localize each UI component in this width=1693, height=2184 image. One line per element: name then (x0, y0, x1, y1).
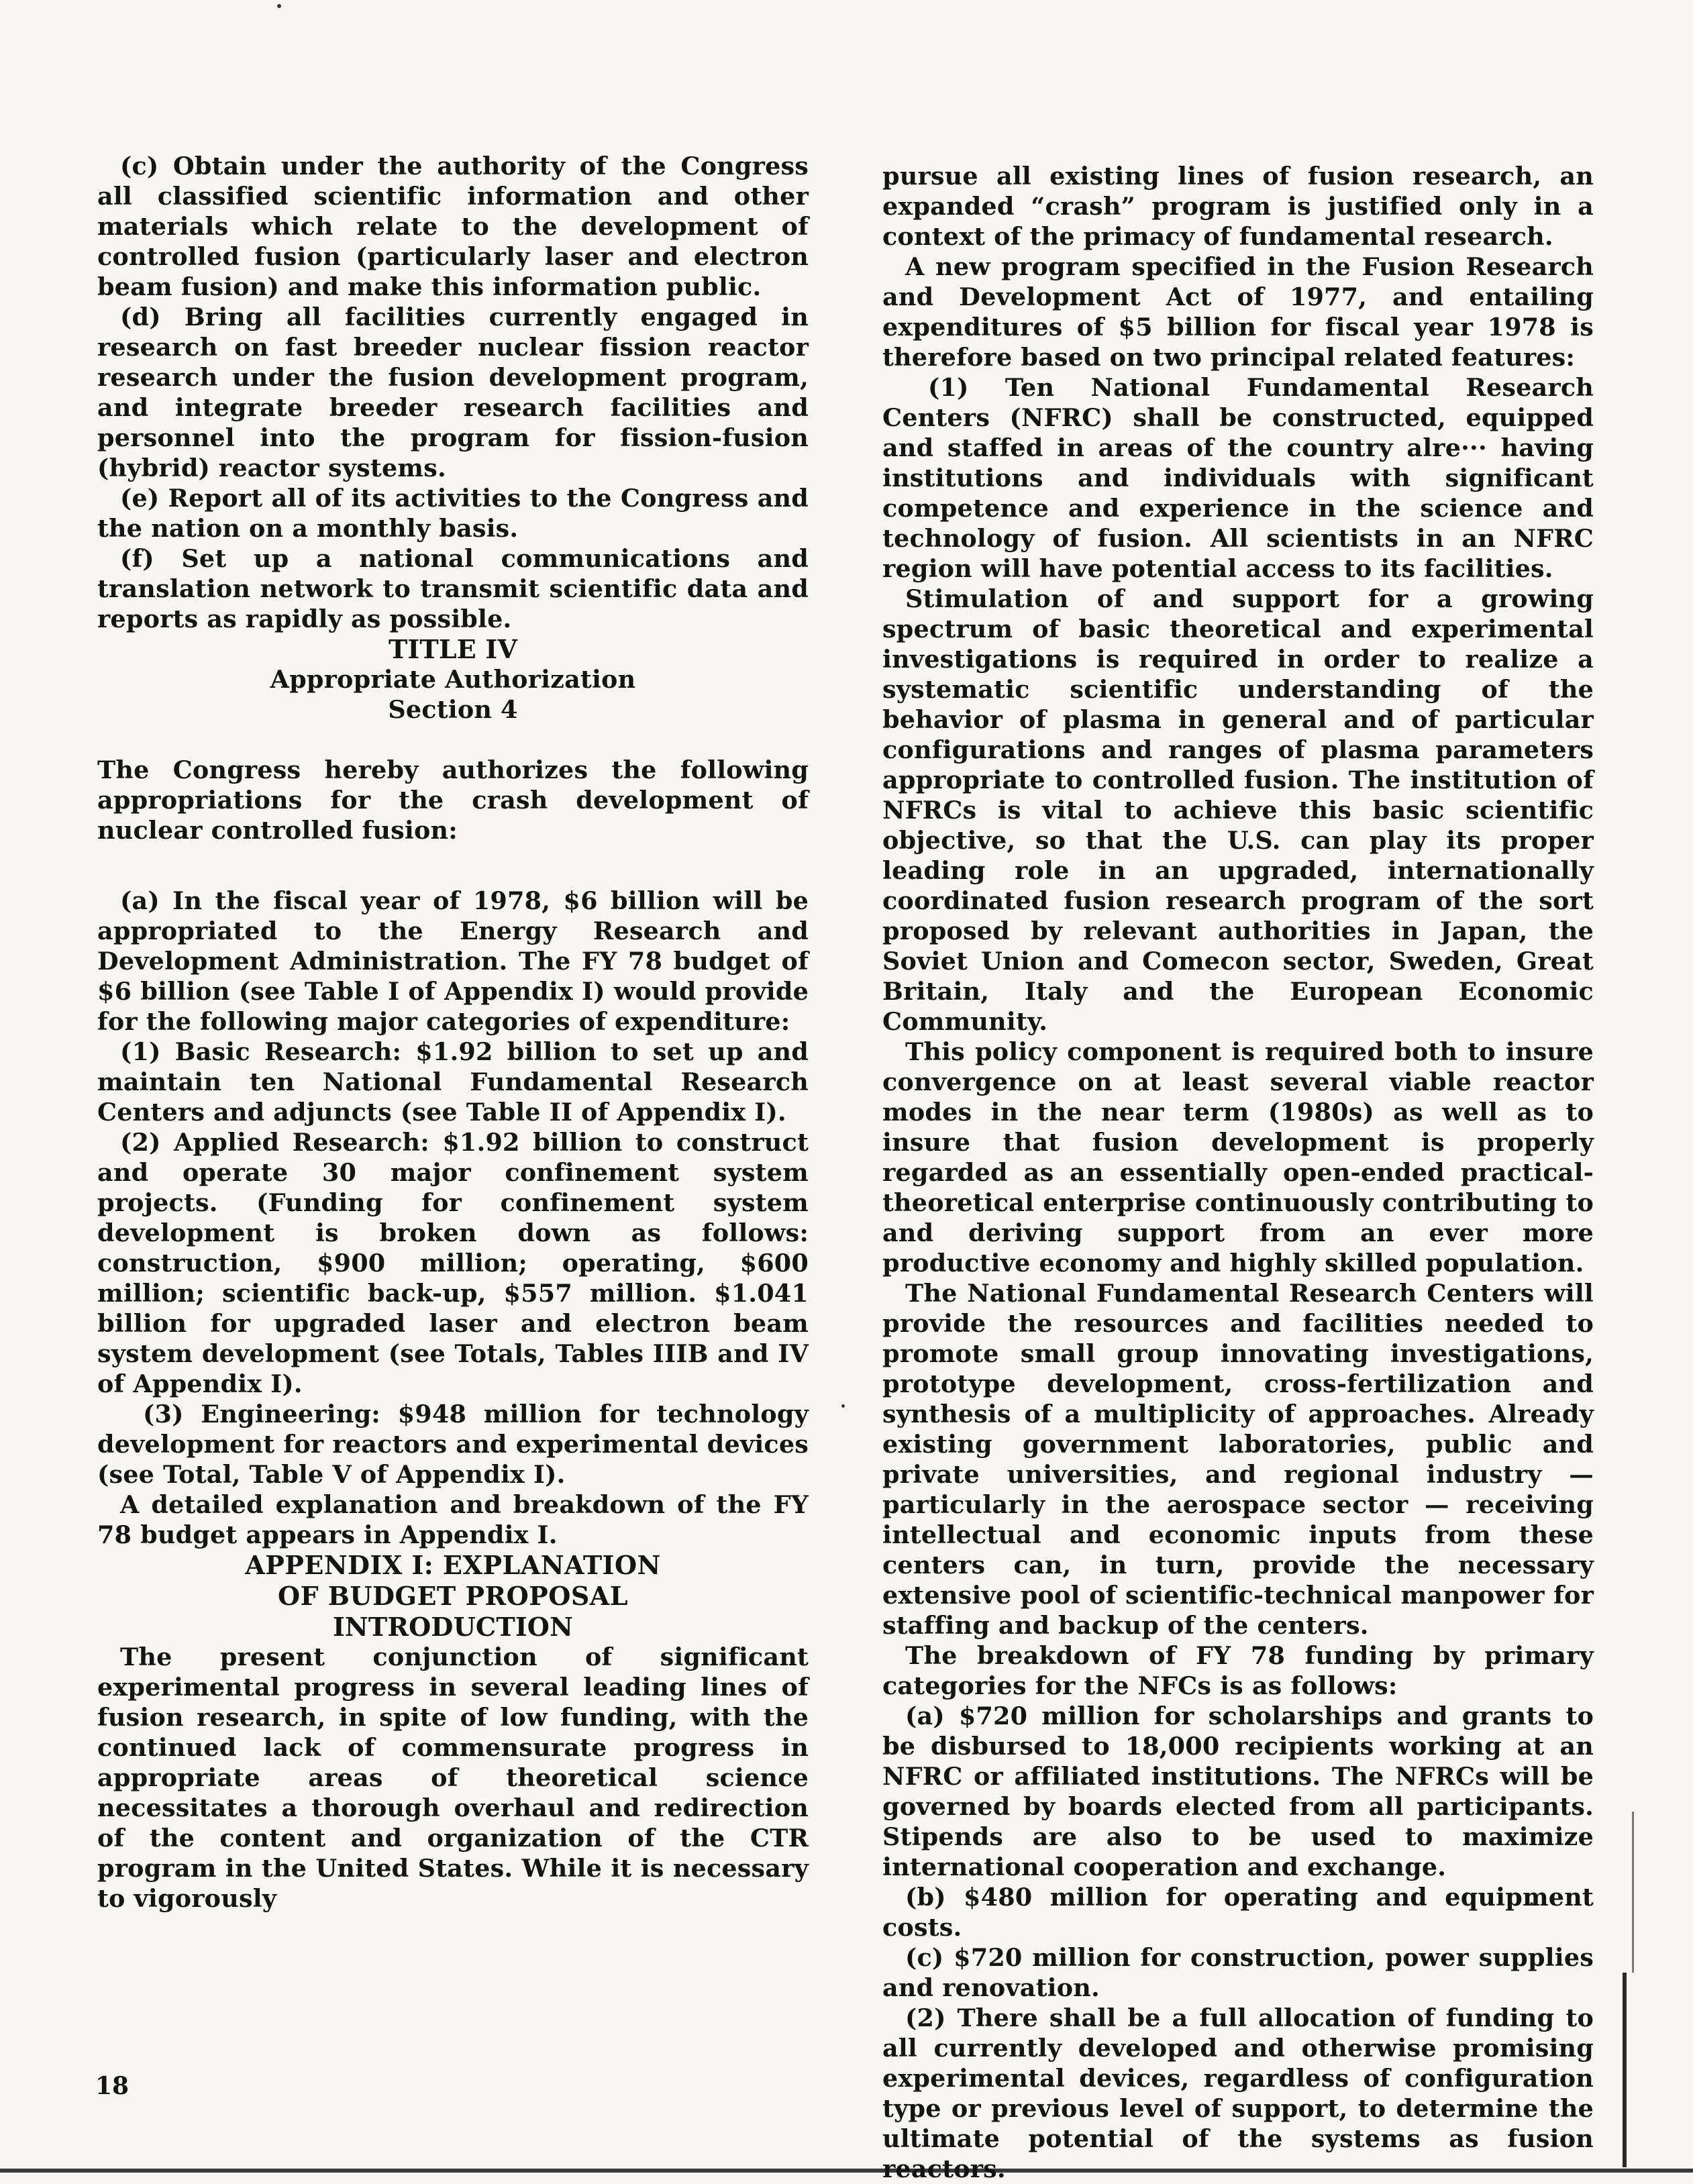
scan-speck (277, 4, 281, 8)
appropriation-a: (a) In the fiscal year of 1978, $6 billion will be appropriated to the Energy Research and Development Administration. The FY 78 budget of $6 billion (see Table I of Appendix I) would provide for the following major categories of expenditure: (97, 886, 809, 1036)
page-number: 18 (95, 2072, 130, 2100)
feature-2: (2) There shall be a full allocation of funding to all currently developed and otherwise promising experimental devices, regardless of configuration type or previous level of support, to determine the ultimate potential of the systems as fusion reactors. (882, 2004, 1594, 2183)
right-paragraph: The National Fundamental Research Centers will provide the resources and facilities needed to promote small group innovating investigations, prototype development, cross-fertilization and synthesis of a multiplicity of approaches. Already existing government laboratories, public and private universities, and regional industry — particularly in the aerospace sector — receiving intellectual and economic inputs from these centers can, in turn, provide the necessary extensive pool of scientific-technical manpower for staffing and backup of the centers. (882, 1279, 1594, 1640)
right-paragraph: This policy component is required both to insure convergence on at least several viable reactor modes in the near term (1980s) as well as to insure that fusion development is properly regarded as an essentially open-ended practical-theoretical enterprise continuously contributing to and deriving support from an ever more productive economy and highly skilled population. (882, 1037, 1594, 1278)
appropriation-engineering: (3) Engineering: $948 million for technology development for reactors and experimental devices (see Total, Table V of Appendix I). (97, 1400, 809, 1489)
appropriation-basic-research: (1) Basic Research: $1.92 billion to set up and maintain ten National Fundamental Research Centers and adjuncts (see Table II of Appendix I). (97, 1037, 809, 1127)
title-iv-subtitle: Appropriate Authorization (270, 665, 636, 694)
introduction-text: The present conjunction of significant experimental progress in several leading lines of fusion research, in spite of low funding, with the continued lack of commensurate progress in appropriate areas of theoretical science necessitates a thorough overhaul and redirection of the content and organization of the CTR program in the United States. While it is necessary to vigorously (97, 1643, 809, 1913)
introduction-heading: INTRODUCTION (332, 1612, 574, 1642)
item-d: (d) Bring all facilities currently engaged in research on fast breeder nuclear fission reactor research under the fusion development program, and integrate breeder research facilities and personnel into the program for fission-fusion (hybrid) reactor systems. (97, 303, 809, 482)
funding-item-c: (c) $720 million for construction, power supplies and renovation. (882, 1943, 1594, 2002)
appendix-title-line1: APPENDIX I: EXPLANATION (245, 1550, 661, 1580)
right-paragraph: Stimulation of and support for a growing spectrum of basic theoretical and experimental investigations is required in order to realize a systematic scientific understanding of the behavior of plasma in general and of particular configurations and ranges of plasma parameters appropriate to controlled fusion. The institution of NFRCs is vital to achieve this basic scientific objective, so that the U.S. can play its proper leading role in an upgraded, internationally coordinated fusion research program of the sort proposed by relevant authorities in Japan, the Soviet Union and Comecon sector, Sweden, Great Britain, Italy and the European Economic Community. (882, 584, 1594, 1036)
nfrc-feature: (1) Ten National Fundamental Research Centers (NFRC) shall be constructed, equipped and staffed in areas of the country alre··· having institutions and individuals with significant competence and experience in the science and technology of fusion. All scientists in an NFRC region will have potential access to its facilities. (882, 373, 1594, 583)
item-c: (c) Obtain under the authority of the Congress all classified scientific information and other materials which relate to the development of controlled fusion (particularly laser and electron beam fusion) and make this information public. (97, 152, 809, 301)
scan-speck (841, 1404, 845, 1408)
right-paragraph: A new program specified in the Fusion Research and Development Act of 1977, and entailing expenditures of $5 billion for fiscal year 1978 is therefore based on two principal related features: (882, 252, 1594, 372)
right-paragraph: pursue all existing lines of fusion research, an expanded “crash” program is justified only in a context of the primacy of fundamental research. (882, 162, 1594, 251)
title-iv-heading: TITLE IV (388, 634, 518, 664)
right-paragraph: The breakdown of FY 78 funding by primary categories for the NFCs is as follows: (882, 1641, 1594, 1700)
funding-item-b: (b) $480 million for operating and equipment costs. (882, 1883, 1594, 1942)
appendix-title-line2: OF BUDGET PROPOSAL (277, 1581, 629, 1611)
item-e: (e) Report all of its activities to the Congress and the nation on a monthly basis. (97, 484, 809, 543)
right-column (882, 161, 1594, 2184)
scan-edge-line (1623, 1973, 1627, 2167)
appropriation-applied-research: (2) Applied Research: $1.92 billion to construct and operate 30 major confinement system projects. (Funding for confinement system development is broken down as follows: construction, $900 million; operating, $600 million; scientific back-up, $557 million. $1.041 billion for upgraded laser and electron beam system development (see Totals, Tables IIIB and IV of Appendix I). (97, 1128, 809, 1398)
scan-edge-line (1632, 1812, 1634, 1973)
title-iv-section: Section 4 (388, 695, 518, 724)
left-column (97, 151, 809, 1914)
appendix-reference: A detailed explanation and breakdown of the FY 78 budget appears in Appendix I. (97, 1490, 809, 1549)
authorization-intro: The Congress hereby authorizes the following appropriations for the crash development of nuclear controlled fusion: (97, 756, 809, 845)
funding-item-a: (a) $720 million for scholarships and grants to be disbursed to 18,000 recipients working at an NFRC or affiliated institutions. The NFRCs will be governed by boards elected from all participants. Stipends are also to be used to maximize international cooperation and exchange. (882, 1702, 1594, 1881)
item-f: (f) Set up a national communications and translation network to transmit scientific data and reports as rapidly as possible. (97, 544, 809, 633)
